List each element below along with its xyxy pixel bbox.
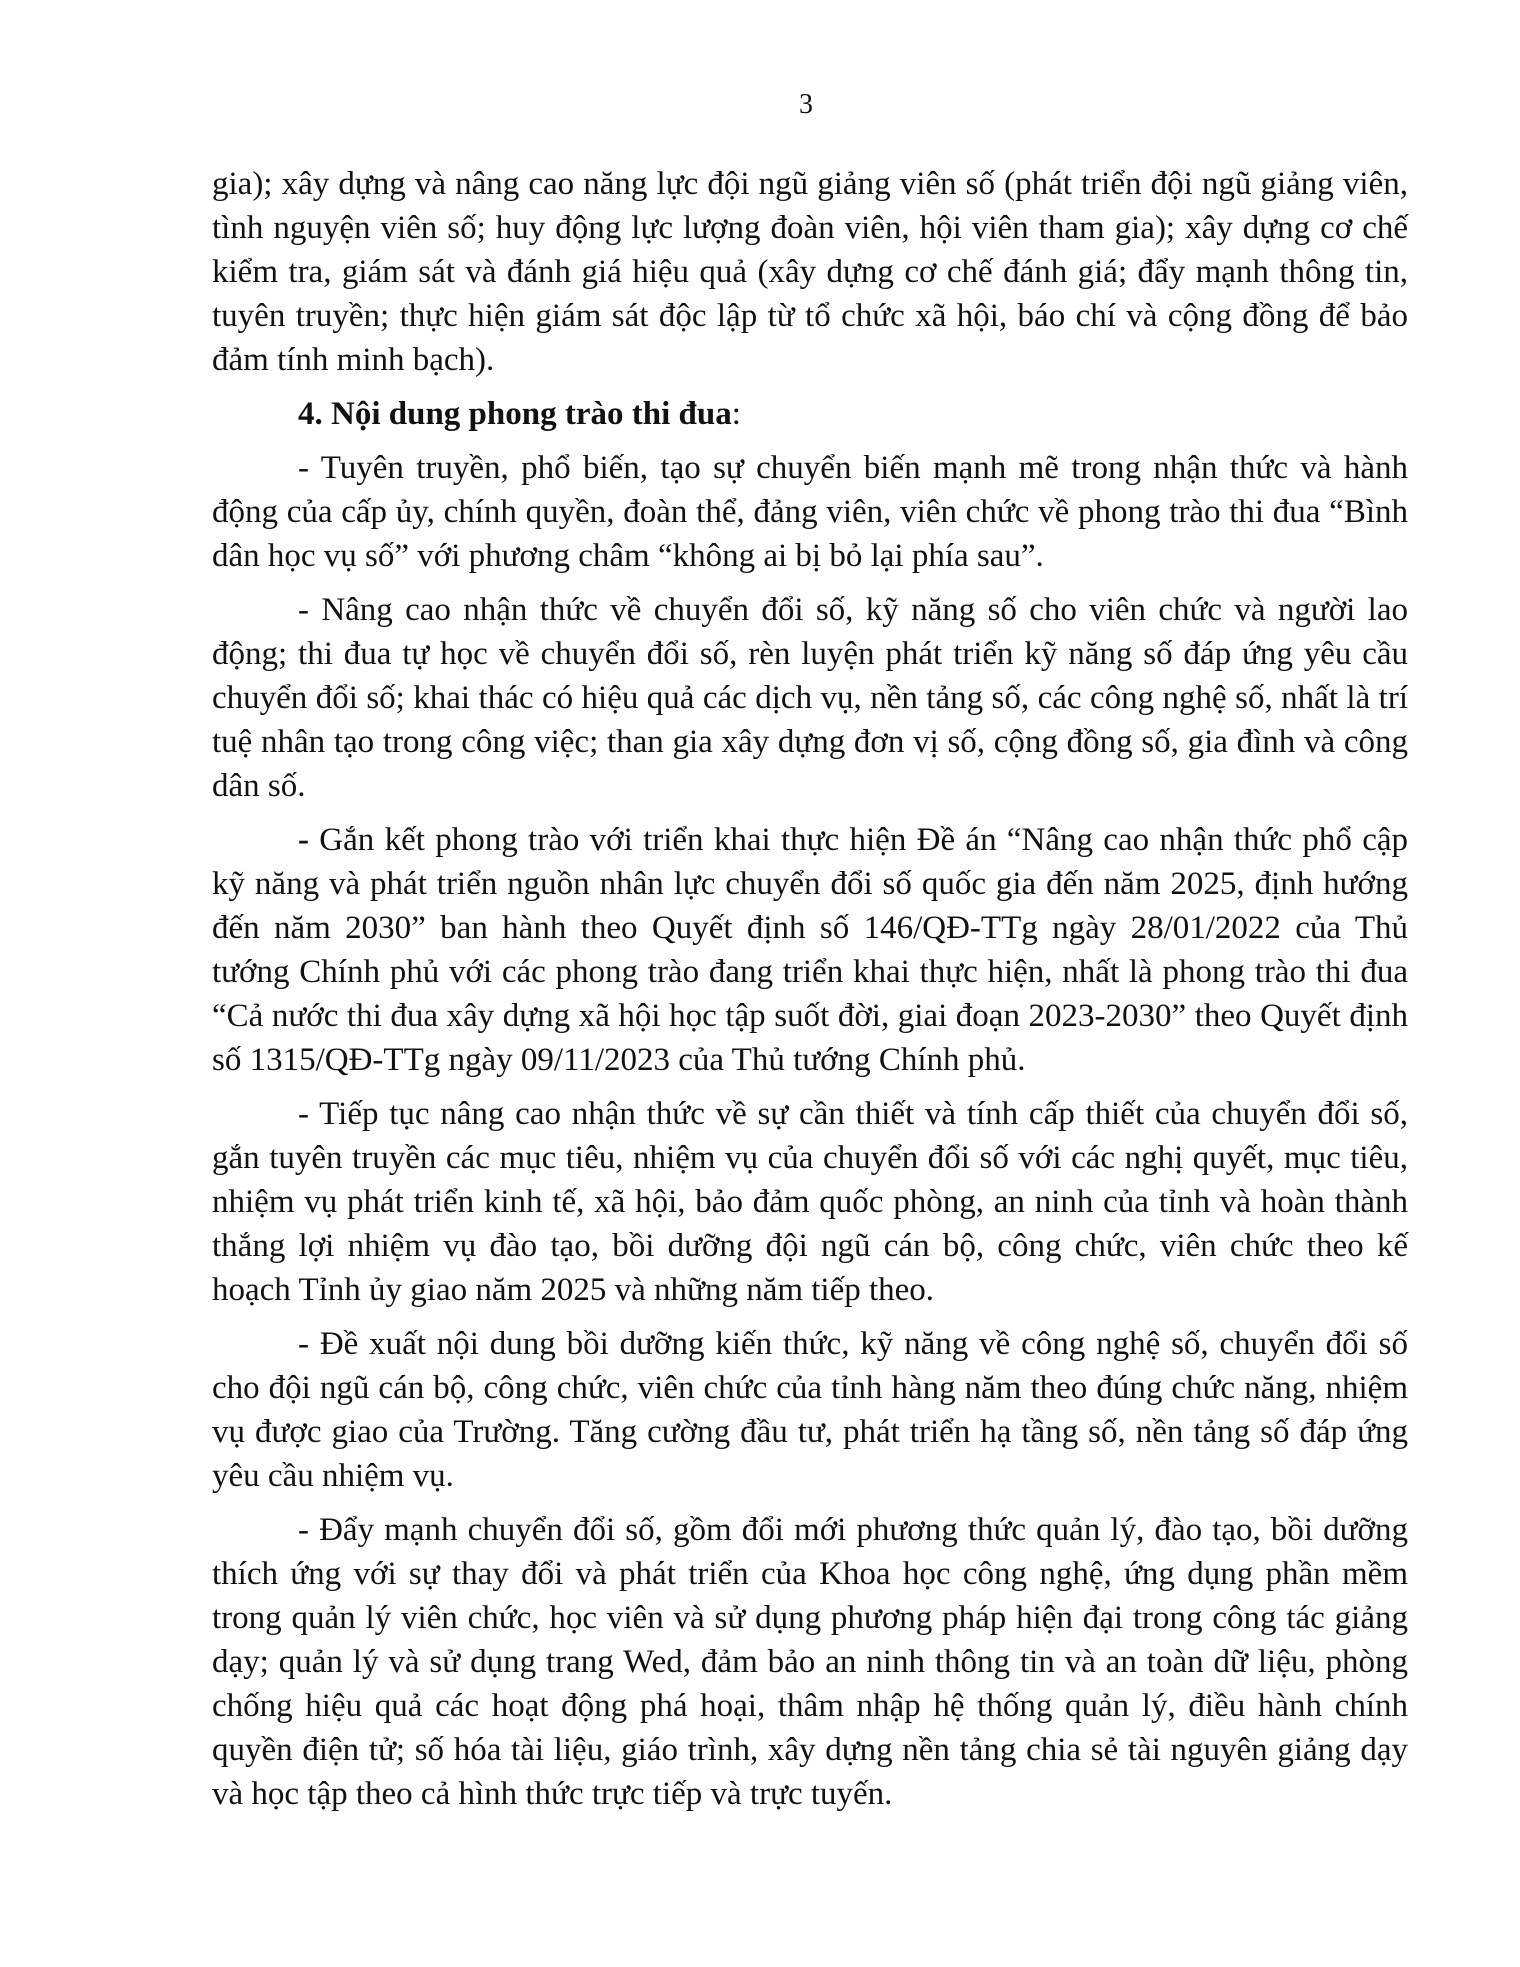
paragraph-project-linkage bbox=[212, 818, 1408, 1082]
section-heading-colon: : bbox=[731, 396, 741, 432]
section-heading-text: 4. Nội dung phong trào thi đua bbox=[298, 396, 732, 432]
document-body bbox=[212, 162, 1408, 1826]
paragraph-continued-awareness: - Tiếp tục nâng cao nhận thức về sự cần thiết và tính cấp thiết của chuyển đổi số, gắn tuyên truyền các mục tiêu, nhiệm vụ của chuyển đổi số với các nghị quyết, mục tiêu, nhiệm vụ phát triển kinh tế, xã hội, bảo đảm quốc phòng, an ninh của tỉnh và hoàn thành thắng lợi nhiệm vụ đào tạo, bồi dưỡng đội ngũ cán bộ, công chức, viên chức theo kế hoạch Tỉnh ủy giao năm 2025 và những năm tiếp theo. bbox=[212, 1096, 1408, 1308]
paragraph-project-linkage-text: Gắn kết phong trào với triển khai thực hiện Đề án “Nâng cao nhận thức phổ cập kỹ năng và phát triển nguồn nhân lực chuyển đổi số quốc gia đến năm 2025, định hướng đến năm 2030” ban hành theo Quyết định số 146/QĐ-TTg ngày 28/01/2022 của Thủ tướng Chính phủ với các phong trào đang triển khai thực hiện, nhất là phong trào thi đua “Cả nước thi đua xây dựng xã hội học tập suốt đời, giai đoạn 2023-2030” theo Quyết định số 1315/QĐ-TTg ngày 09/11/2023 của Thủ tướng Chính phủ. bbox=[212, 822, 1408, 1078]
section-heading bbox=[212, 392, 1408, 436]
paragraph-dash: - bbox=[298, 822, 309, 858]
paragraph-propaganda: - Tuyên truyền, phổ biến, tạo sự chuyển biến mạnh mẽ trong nhận thức và hành động của cấp ủy, chính quyền, đoàn thể, đảng viên, viên chức về phong trào thi đua “Bình dân học vụ số” với phương châm “không ai bị bỏ lại phía sau”. bbox=[212, 450, 1408, 574]
paragraph-digital-transformation: - Đẩy mạnh chuyển đổi số, gồm đổi mới phương thức quản lý, đào tạo, bồi dưỡng thích ứng với sự thay đổi và phát triển của Khoa học công nghệ, ứng dụng phần mềm trong quản lý viên chức, học viên và sử dụng phương pháp hiện đại trong công tác giảng dạy; quản lý và sử dụng trang Wed, đảm bảo an ninh thông tin và an toàn dữ liệu, phòng chống hiệu quả các hoạt động phá hoại, thâm nhập hệ thống quản lý, điều hành chính quyền điện tử; số hóa tài liệu, giáo trình, xây dựng nền tảng chia sẻ tài nguyên giảng dạy và học tập theo cả hình thức trực tiếp và trực tuyến. bbox=[212, 1512, 1408, 1812]
paragraph-training-proposal: - Đề xuất nội dung bồi dưỡng kiến thức, kỹ năng về công nghệ số, chuyển đổi số cho đội ngũ cán bộ, công chức, viên chức của tỉnh hàng năm theo đúng chức năng, nhiệm vụ được giao của Trường. Tăng cường đầu tư, phát triển hạ tầng số, nền tảng số đáp ứng yêu cầu nhiệm vụ. bbox=[212, 1326, 1408, 1494]
paragraph-digital-awareness: - Nâng cao nhận thức về chuyển đổi số, kỹ năng số cho viên chức và người lao động; thi đua tự học về chuyển đổi số, rèn luyện phát triển kỹ năng số đáp ứng yêu cầu chuyển đổi số; khai thác có hiệu quả các dịch vụ, nền tảng số, các công nghệ số, nhất là trí tuệ nhân tạo trong công việc; than gia xây dựng đơn vị số, cộng đồng số, gia đình và công dân số. bbox=[212, 592, 1408, 804]
paragraph-continuation: gia); xây dựng và nâng cao năng lực đội ngũ giảng viên số (phát triển đội ngũ giảng viên, tình nguyện viên số; huy động lực lượng đoàn viên, hội viên tham gia); xây dựng cơ chế kiểm tra, giám sát và đánh giá hiệu quả (xây dựng cơ chế đánh giá; đẩy mạnh thông tin, tuyên truyền; thực hiện giám sát độc lập từ tổ chức xã hội, báo chí và cộng đồng để bảo đảm tính minh bạch). bbox=[212, 166, 1408, 378]
page-number: 3 bbox=[799, 89, 813, 120]
